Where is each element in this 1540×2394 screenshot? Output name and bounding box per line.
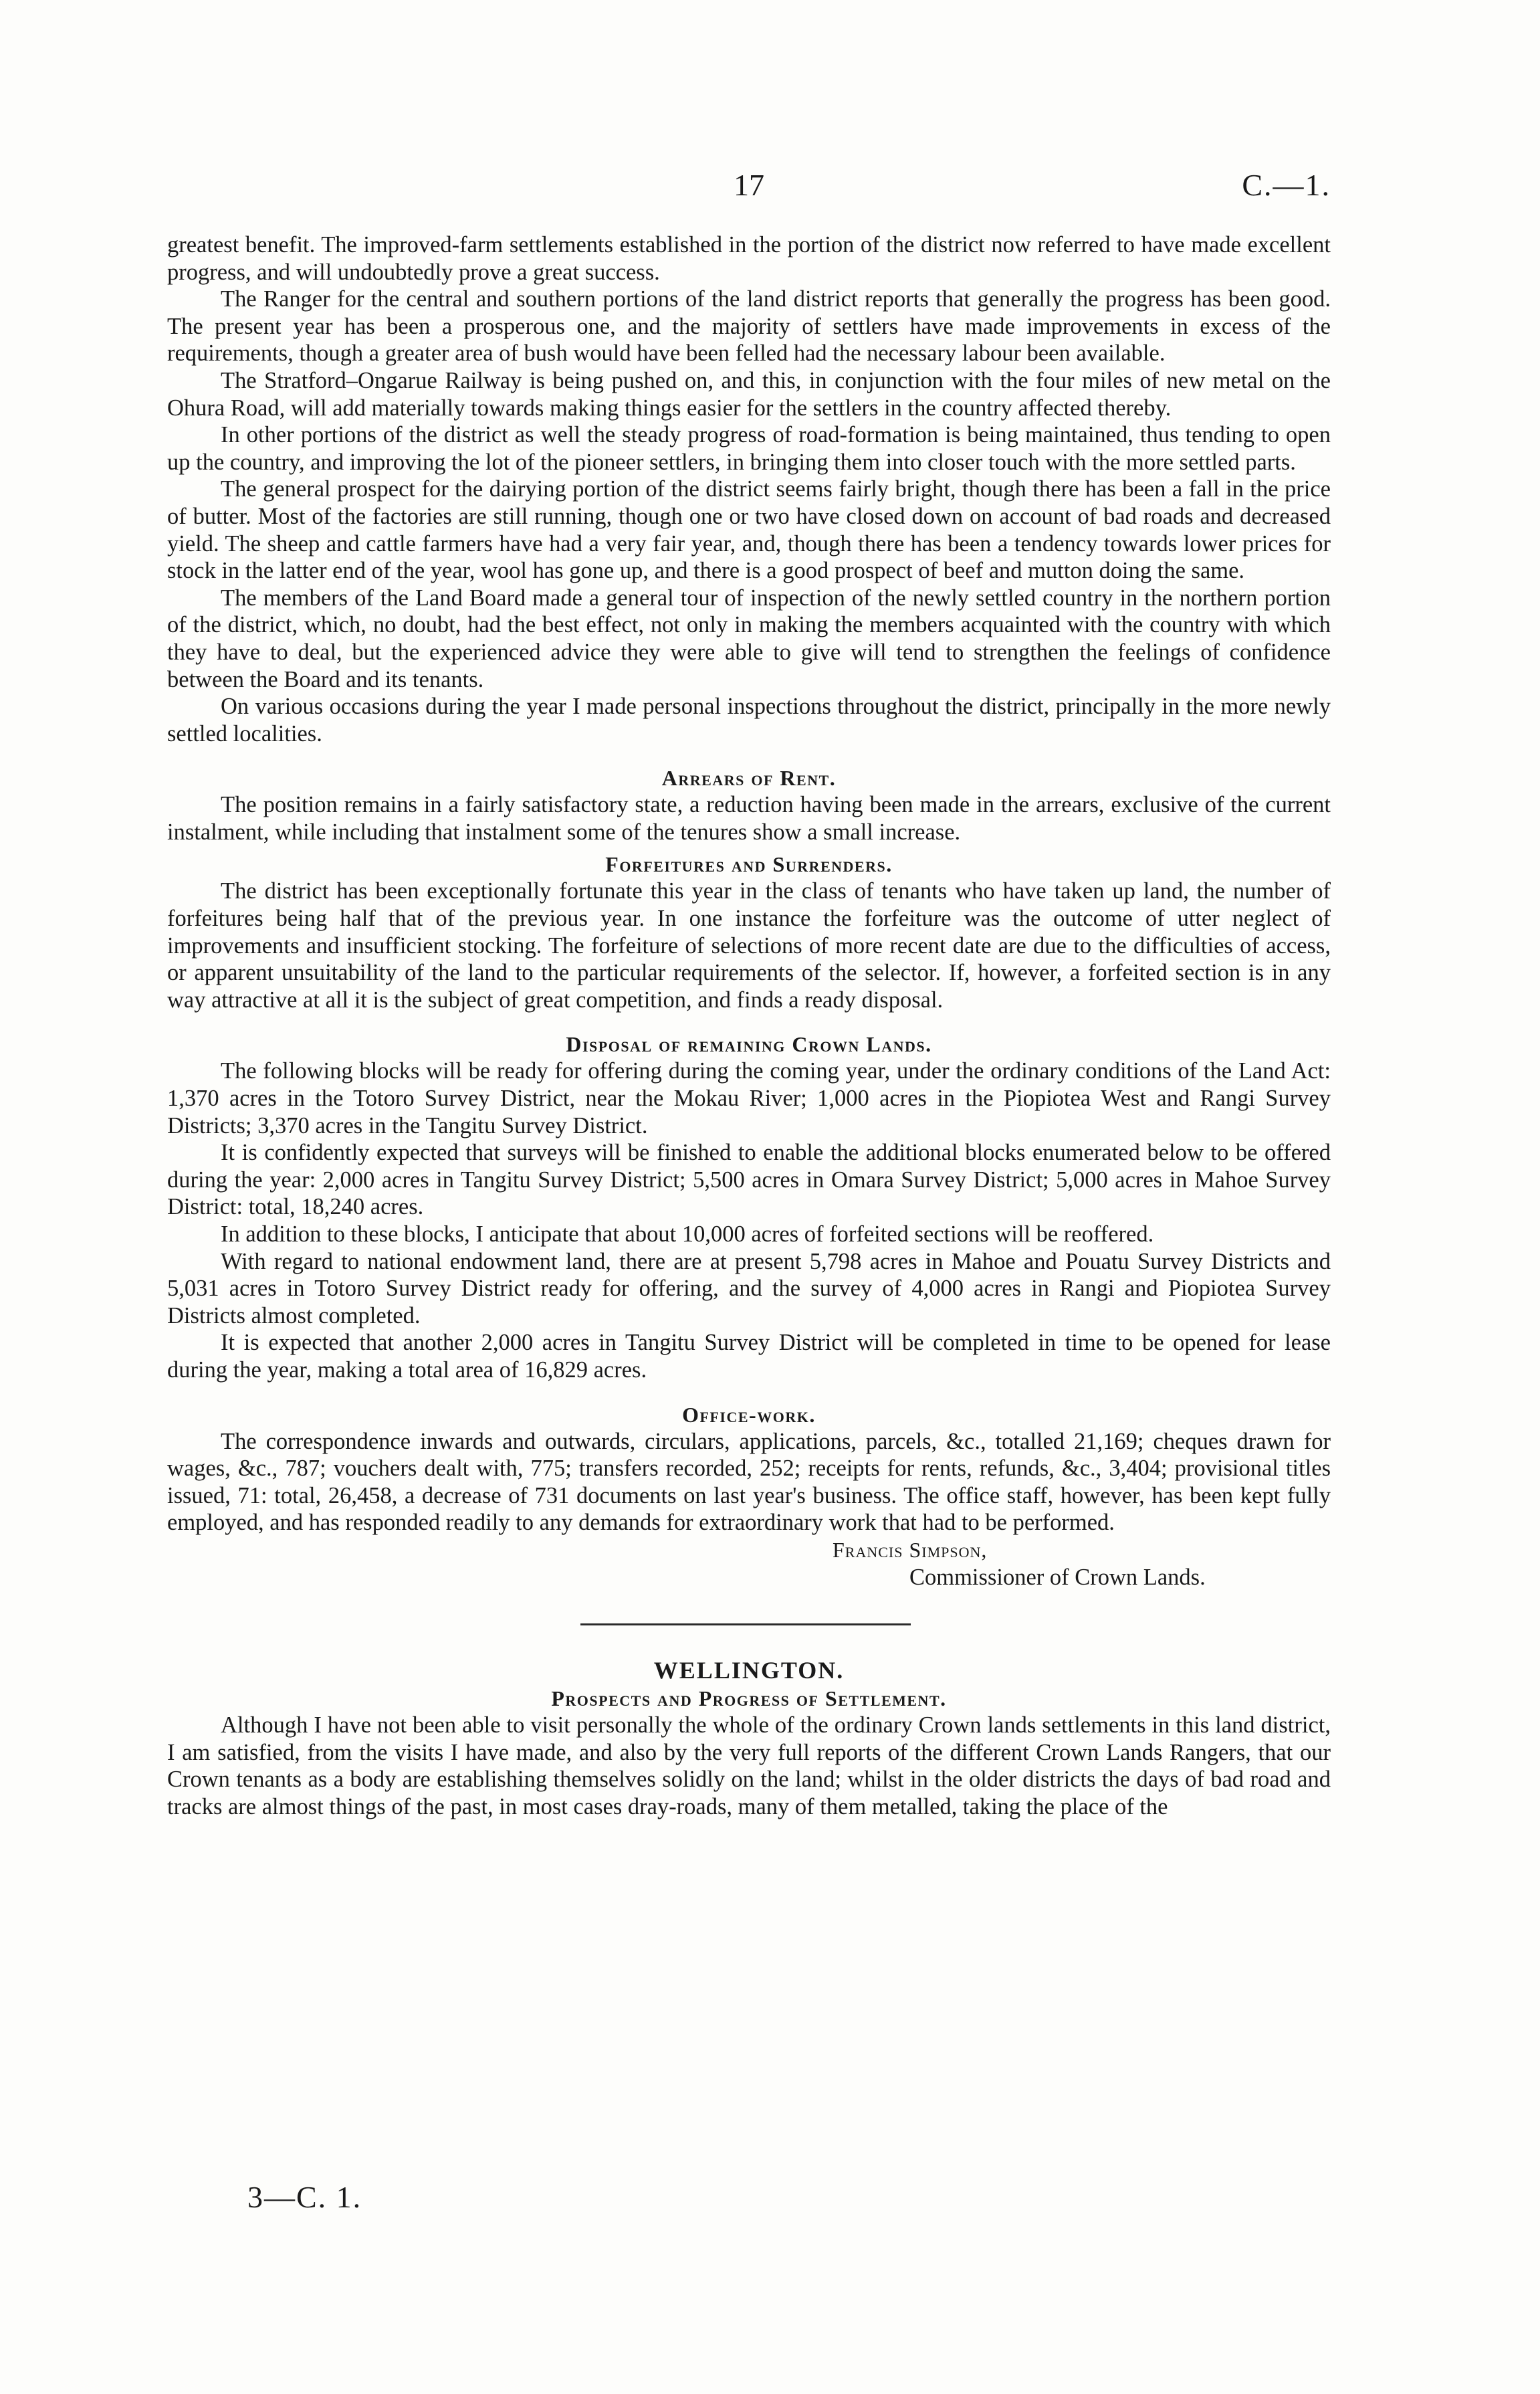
page-body [167, 231, 1331, 1820]
document-reference: C.—1. [1242, 168, 1331, 202]
section-divider-wrap [167, 1591, 1331, 1656]
body-paragraph: In addition to these blocks, I anticipate that about 10,000 acres of forfeited sections will be reoffered. [221, 1221, 1154, 1247]
section-heading-prospects: Prospects and Progress of Settlement. [551, 1686, 947, 1710]
section-heading-arrears: Arrears of Rent. [661, 766, 837, 791]
body-paragraph: It is expected that another 2,000 acres in Tangitu Survey District will be completed in time to be opened for lease during the year, making a total area of 16,829 acres. [167, 1330, 1331, 1383]
region-heading-wellington: WELLINGTON. [653, 1656, 845, 1684]
body-paragraph: In other portions of the district as well the steady progress of road-formation is being maintained, thus tending to open up the country, and improving the lot of the pioneer settlers, in bringing them into closer touch with the more settled parts. [167, 422, 1331, 475]
body-paragraph: The district has been exceptionally fortunate this year in the class of tenants who have taken up land, the number of forfeitures being half that of the previous year. In one instance the forfeiture was the outcome of utter neglect of improvements and insufficient stocking. The forfeiture of selections of more recent date are due to the difficulties of access, or apparent unsuitability of the land to the particular requirements of the selector. If, however, a forfeited section is in any way attractive at all it is the subject of great competition, and finds a ready disposal. [167, 878, 1331, 1013]
section-heading-disposal: Disposal of remaining Crown Lands. [566, 1032, 932, 1057]
body-paragraph: It is confidently expected that surveys will be finished to enable the additional blocks enumerated below to be offered during the year: 2,000 acres in Tangitu Survey District; 5,500 acres in Omara Survey District; 5,000 acres in Mahoe Survey District: total, 18,240 acres. [167, 1140, 1331, 1220]
body-paragraph: On various occasions during the year I made personal inspections throughout the district, principally in the more newly settled localities. [167, 694, 1331, 746]
body-paragraph: The members of the Land Board made a general tour of inspection of the newly settled country in the northern portion of the district, which, no doubt, had the best effect, not only in making the members acquainted with the country with which they have to deal, but the experienced advice they were able to give will tend to strengthen the feelings of confidence between the Board and its tenants. [167, 585, 1331, 692]
section-heading-office-work: Office-work. [682, 1402, 816, 1427]
section-heading-forfeitures: Forfeitures and Surrenders. [605, 852, 893, 877]
body-paragraph: The correspondence inwards and outwards, circulars, applications, parcels, &c., totalled 21,169; cheques drawn for wages, &c., 787; vouchers dealt with, 775; transfers recorded, 252; receipts for rents, refunds, &c., 3,404; provisional titles issued, 71: total, 26,458, a decrease of 731 documents on last year's business. The office staff, however, has been kept fully employed, and has responded readily to any demands for extraordinary work that had to be performed. [167, 1428, 1331, 1536]
page-number: 17 [734, 168, 764, 202]
signatory-name: Francis Simpson, [833, 1537, 988, 1562]
page-header [167, 167, 1331, 207]
body-paragraph: With regard to national endowment land, there are at present 5,798 acres in Mahoe and Pouatu Survey Districts and 5,031 acres in Totoro Survey District ready for offering, and the survey of 4,000 acres in Rangi and Piopiotea Survey Districts almost completed. [167, 1248, 1331, 1328]
body-paragraph: The following blocks will be ready for offering during the coming year, under the ordinary conditions of the Land Act: 1,370 acres in the Totoro Survey District, near the Mokau River; 1,000 acres in the Piopiotea West and Rangi Survey Districts; 3,370 acres in the Tangitu Survey District. [167, 1058, 1331, 1138]
signature-block [167, 1536, 1331, 1591]
signature-mark: 3—C. 1. [247, 2180, 362, 2214]
body-paragraph: The general prospect for the dairying portion of the district seems fairly bright, though there has been a fall in the price of butter. Most of the factories are still running, though one or two have closed down on account of bad roads and decreased yield. The sheep and cattle farmers have had a very fair year, and, though there has been a tendency towards lower prices for stock in the latter end of the year, wool has gone up, and there is a good prospect of beef and mutton doing the same. [167, 476, 1331, 584]
body-paragraph: The Stratford–Ongarue Railway is being pushed on, and this, in conjunction with the four miles of new metal on the Ohura Road, will add materially towards making things easier for the settlers in the country affected thereby. [167, 367, 1331, 421]
signatory-title: Commissioner of Crown Lands. [909, 1564, 1206, 1590]
body-paragraph: The Ranger for the central and southern portions of the land district reports that generally the progress has been good. The present year has been a prosperous one, and the majority of settlers have made improvements in excess of the requirements, though a greater area of bush would have been felled had the necessary labour been available. [167, 286, 1331, 367]
body-paragraph: The position remains in a fairly satisfactory state, a reduction having been made in the arrears, exclusive of the current instalment, while including that instalment some of the tenures show a small increase. [167, 792, 1331, 845]
body-paragraph: Although I have not been able to visit personally the whole of the ordinary Crown lands settlements in this land district, I am satisfied, from the visits I have made, and also by the very full reports of the different Crown Lands Rangers, that our Crown tenants as a body are establishing themselves solidly on the land; whilst in the older districts the days of bad road and tracks are almost things of the past, in most cases dray-roads, many of them metalled, taking the place of the [167, 1712, 1331, 1819]
body-paragraph: greatest benefit. The improved-farm settlements established in the portion of the district now referred to have made excellent progress, and will undoubtedly prove a great success. [167, 232, 1331, 285]
section-divider [580, 1623, 911, 1625]
